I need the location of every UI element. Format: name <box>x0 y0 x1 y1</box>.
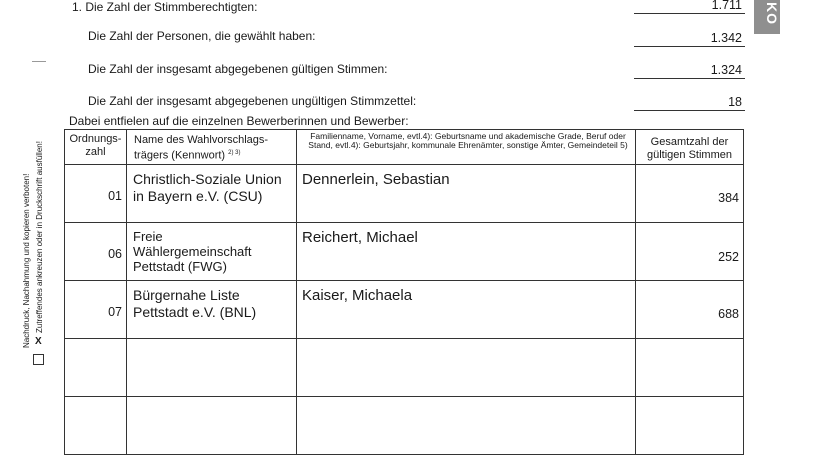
vote-total: 384 <box>718 191 739 205</box>
header-total <box>636 130 744 165</box>
cell-party <box>127 165 297 223</box>
stat-label-voters: Die Zahl der Personen, die gewählt haben: <box>88 29 316 43</box>
party-name <box>127 339 296 345</box>
candidate-name <box>297 397 635 403</box>
table-header-row <box>65 130 744 165</box>
cell-candidate <box>297 397 636 455</box>
candidate-name: Reichert, Michael <box>302 229 418 246</box>
cell-order <box>65 223 127 281</box>
vote-total: 252 <box>718 250 739 264</box>
order-number <box>65 397 126 421</box>
section-tab-badge <box>754 0 780 34</box>
party-name: Christlich-Soziale Union in Bayern e.V. (CSU) <box>133 171 282 204</box>
table-row <box>65 397 744 455</box>
side-note-instructions: Zutreffendes ankreuzen oder in Druckschrift ausfüllen! <box>35 141 44 333</box>
order-number: 06 <box>108 247 122 261</box>
legend-checkbox-mark: X <box>35 336 42 347</box>
header-order: Ordnungs- zahl <box>65 130 127 165</box>
cell-party <box>127 397 297 455</box>
stat-value-voters: 1.342 <box>710 31 742 45</box>
header-party <box>127 130 297 165</box>
vote-total <box>636 339 743 365</box>
legend-checkbox <box>33 354 44 365</box>
order-number <box>65 339 126 363</box>
order-number: 01 <box>108 189 122 203</box>
stat-underline <box>634 110 745 111</box>
cell-candidate <box>297 339 636 397</box>
candidate-name <box>297 339 635 345</box>
vote-total: 688 <box>718 307 739 321</box>
cell-order <box>65 397 127 455</box>
candidate-name: Dennerlein, Sebastian <box>302 171 450 188</box>
stat-label-invalid: Die Zahl der insgesamt abgegebenen ungültigen Stimmzettel: <box>88 94 417 108</box>
stat-value-eligible: 1.711 <box>711 0 742 12</box>
cell-order <box>65 165 127 223</box>
vote-total <box>636 397 743 423</box>
cell-order <box>65 281 127 339</box>
stat-underline <box>634 46 745 47</box>
stat-label-eligible: 1. Die Zahl der Stimmberechtigten: <box>72 0 258 14</box>
candidate-name: Kaiser, Michaela <box>302 287 413 304</box>
cell-order <box>65 339 127 397</box>
section-tab-label: KO <box>764 2 780 25</box>
stat-value-invalid: 18 <box>728 95 742 109</box>
party-name: Freie Wählergemeinschaft Pettstadt (FWG) <box>133 229 252 274</box>
header-party-sup: 2) 3) <box>228 150 241 156</box>
intro-text: Dabei entfielen auf die einzelnen Bewerberinnen und Bewerber: <box>69 114 409 128</box>
cell-total <box>636 339 744 397</box>
header-candidate-text: Familienname, Vorname, evtl.4): Geburtsname und akademische Grade, Beruf oder Stand, evtl.4): Geburtsjahr, kommunale Ehrenämter, sonstige Ämter, Gemeindeteil 5) <box>308 131 628 150</box>
margin-mark <box>32 61 46 62</box>
header-total-text: Gesamtzahl der gültigen Stimmen <box>647 136 732 161</box>
cell-candidate <box>297 281 636 339</box>
order-number: 07 <box>108 305 122 319</box>
table-row <box>65 281 744 339</box>
cell-candidate <box>297 165 636 223</box>
stat-label-valid: Die Zahl der insgesamt abgegebenen gültigen Stimmen: <box>88 62 388 76</box>
cell-total <box>636 165 744 223</box>
candidate-results-table <box>64 129 744 455</box>
party-name <box>127 397 296 403</box>
party-name: Bürgernahe Liste Pettstadt e.V. (BNL) <box>133 287 257 320</box>
header-candidate <box>297 130 636 165</box>
table-row <box>65 339 744 397</box>
cell-candidate <box>297 223 636 281</box>
table-row <box>65 165 744 223</box>
side-note-copyright: Nachdruck, Nachahmung und kopieren verboten! <box>22 173 31 348</box>
cell-party <box>127 339 297 397</box>
cell-total <box>636 223 744 281</box>
table-row <box>65 223 744 281</box>
header-party-text: Name des Wahlvorschlags- trägers (Kennwort) <box>134 134 269 162</box>
stat-underline <box>634 78 745 79</box>
cell-total <box>636 397 744 455</box>
stat-underline <box>634 13 745 14</box>
stat-value-valid: 1.324 <box>710 63 742 77</box>
cell-party <box>127 223 297 281</box>
cell-party <box>127 281 297 339</box>
cell-total <box>636 281 744 339</box>
